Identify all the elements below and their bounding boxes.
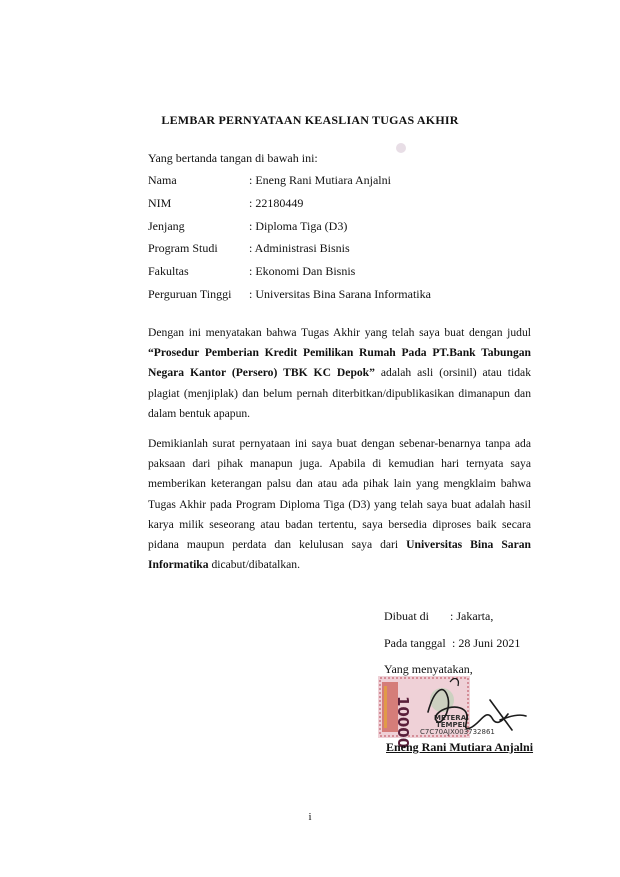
statement-text-1: Dengan ini menyatakan bahwa Tugas Akhir yang telah saya buat dengan judul: [148, 326, 531, 339]
closing-text: Yang menyatakan,: [384, 662, 473, 676]
statement-text-2: adalah asli (orsinil) atau tidak plagiat (menjiplak) dan belum pernah diterbitkan/dipublikasikan dimanapun dan dalam bentuk apapun.: [148, 366, 531, 420]
field-label: Jenjang: [148, 219, 185, 233]
page-number: i: [308, 811, 312, 823]
field-label: Nama: [148, 173, 177, 187]
field-value: : Eneng Rani Mutiara Anjalni: [249, 173, 391, 187]
declaration-text-1: Demikianlah surat pernyataan ini saya buat dengan sebenar-benarnya tanpa ada paksaan dari pihak manapun juga. Apabila di kemudian hari ternyata saya memberikan keterangan palsu dan atau ada pihak lain yang mengklaim bahwa Tugas Akhir pada Program Diploma Tiga (D3) yang telah saya buat adalah hasil karya milik seseorang atau badan tertentu, saya bersedia diproses baik secara pidana maupun perdata dan kelulusan saya dari: [148, 437, 531, 552]
field-value: : Administrasi Bisnis: [249, 241, 350, 255]
field-label: NIM: [148, 196, 172, 210]
intro-text: Yang bertanda tangan di bawah ini:: [148, 151, 318, 165]
handwritten-signature-icon: [420, 672, 528, 744]
signatory-name: Eneng Rani Mutiara Anjalni: [386, 740, 534, 754]
field-label: Fakultas: [148, 264, 189, 278]
stamp-amount: 10000: [394, 696, 412, 749]
field-value: : Ekonomi Dan Bisnis: [249, 264, 356, 278]
field-value: : Universitas Bina Sarana Informatika: [249, 287, 431, 301]
document-title: LEMBAR PERNYATAAN KEASLIAN TUGAS AKHIR: [161, 113, 459, 127]
declaration-paragraph: [148, 434, 531, 575]
stamp-text-1: METERAI: [434, 714, 469, 722]
field-label: Program Studi: [148, 241, 218, 255]
thesis-title: “Prosedur Pemberian Kredit Pemilikan Rumah Pada PT.Bank Tabungan Negara Kantor (Persero) TBK KC Depok”: [148, 346, 531, 380]
university-name: Universitas Bina Saran Informatika: [148, 538, 531, 572]
field-value: : 22180449: [249, 196, 304, 210]
stamp-serial: C7C70AJX003732861: [420, 728, 495, 736]
date-line: [384, 636, 520, 651]
field-label: Perguruan Tinggi: [148, 287, 232, 301]
place-label: Dibuat di: [384, 609, 429, 623]
ink-smudge: [396, 143, 406, 153]
place-value: : Jakarta,: [450, 609, 494, 623]
place-line: [384, 609, 493, 624]
declaration-text-2: dicabut/dibatalkan.: [208, 558, 300, 572]
date-label: Pada tanggal: [384, 636, 446, 650]
statement-paragraph: [148, 323, 531, 424]
date-value: : 28 Juni 2021: [452, 636, 521, 650]
field-value: : Diploma Tiga (D3): [249, 219, 348, 233]
stamp-text-2: TEMPEL: [436, 721, 467, 729]
